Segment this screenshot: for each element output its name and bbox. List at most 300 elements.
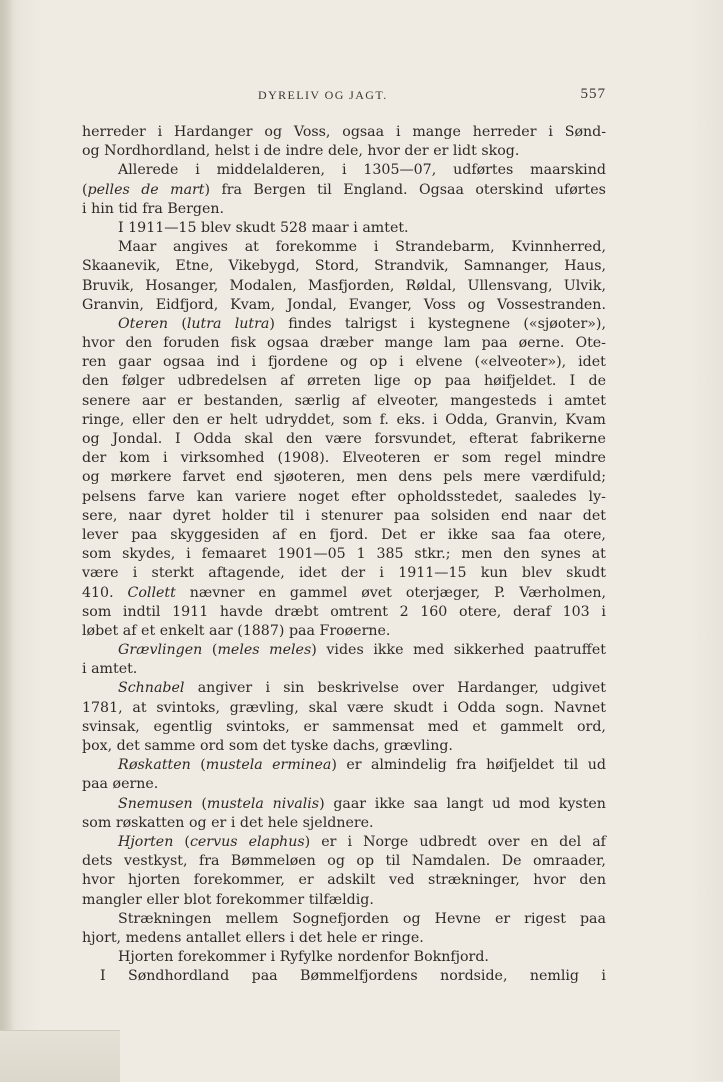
word: ogsaa bbox=[342, 124, 385, 140]
word: oterjæger, bbox=[405, 584, 481, 601]
word: Snemusen bbox=[118, 795, 193, 812]
word: paa bbox=[82, 776, 108, 793]
text-line bbox=[82, 737, 606, 756]
word: er bbox=[419, 526, 435, 543]
word: elveoter, bbox=[377, 392, 439, 409]
word: indre bbox=[285, 143, 324, 160]
word: gaar bbox=[118, 354, 152, 371]
word: (1887) bbox=[237, 622, 285, 639]
word: Ulvik, bbox=[563, 277, 606, 294]
word: Bømmelfjordens bbox=[300, 968, 418, 985]
word: erminea) bbox=[272, 757, 337, 774]
word: hele bbox=[267, 814, 299, 831]
word: i bbox=[433, 411, 438, 428]
word: det bbox=[298, 929, 323, 946]
text-line bbox=[82, 814, 606, 833]
word: hvor bbox=[82, 872, 115, 889]
word: virksomhed bbox=[180, 450, 265, 467]
word: kystegnene bbox=[427, 315, 511, 332]
word: fjord. bbox=[329, 526, 369, 543]
word: otere, bbox=[563, 526, 606, 543]
word: være bbox=[82, 565, 119, 582]
library-stamp-area bbox=[0, 1030, 120, 1082]
running-head: DYRELIV OG JAGT. bbox=[258, 88, 388, 102]
word: kysten bbox=[558, 795, 606, 812]
word: f. bbox=[379, 411, 389, 428]
word: skog. bbox=[481, 143, 520, 160]
word: faa bbox=[528, 526, 551, 543]
word: forekomme bbox=[275, 239, 358, 256]
word: adskilt bbox=[327, 872, 376, 889]
word: Skaanevik, bbox=[82, 258, 161, 275]
word: tid bbox=[118, 200, 138, 217]
word: svinsak, bbox=[82, 718, 140, 735]
word: (pelles bbox=[82, 181, 130, 198]
word: at bbox=[132, 699, 147, 716]
word: Odda, bbox=[445, 411, 489, 428]
word: og bbox=[82, 431, 100, 447]
word: den bbox=[503, 546, 530, 563]
word: Hevne bbox=[434, 910, 481, 927]
word: sin bbox=[283, 680, 305, 697]
text-line bbox=[82, 200, 606, 219]
word: Strandvik, bbox=[374, 258, 449, 275]
word: som bbox=[228, 738, 259, 754]
word: mange bbox=[384, 335, 433, 352]
word: ikke bbox=[447, 526, 479, 543]
word: ord bbox=[199, 738, 225, 754]
word: Hjorten bbox=[118, 949, 174, 966]
word: havde bbox=[219, 603, 263, 620]
text-line bbox=[82, 852, 606, 871]
word: et bbox=[472, 718, 487, 735]
word: rigest bbox=[524, 910, 566, 927]
word: være bbox=[347, 699, 384, 716]
word: I bbox=[118, 219, 124, 236]
word: (mustela bbox=[201, 795, 264, 812]
word: af bbox=[272, 526, 286, 543]
word: Det bbox=[381, 526, 407, 543]
word: dele, bbox=[327, 143, 363, 160]
text-line bbox=[82, 488, 606, 507]
body-text bbox=[82, 123, 606, 986]
word: i bbox=[82, 200, 87, 217]
text-line bbox=[82, 449, 606, 468]
word: Jondal. bbox=[112, 431, 163, 447]
word: mangler bbox=[82, 891, 142, 908]
word: op bbox=[413, 373, 432, 390]
word: udgivet bbox=[552, 680, 606, 697]
word: til bbox=[279, 507, 295, 524]
word: røskatten bbox=[115, 814, 185, 831]
word: 528 bbox=[279, 219, 308, 236]
word: blot bbox=[183, 891, 212, 908]
word: aar bbox=[208, 622, 233, 639]
text-line bbox=[82, 296, 606, 315]
word: i bbox=[157, 124, 163, 140]
word: sere, bbox=[82, 507, 118, 524]
word: Granvin, bbox=[495, 411, 558, 428]
word: svintoks, bbox=[156, 699, 220, 716]
word: Stord, bbox=[314, 258, 360, 275]
word: med bbox=[413, 642, 445, 659]
word: Strækningen bbox=[118, 910, 212, 927]
word: maarskind bbox=[530, 162, 606, 179]
word: uførtes bbox=[554, 181, 606, 198]
word: den bbox=[285, 431, 313, 447]
text-line bbox=[82, 161, 606, 180]
word: Sognefjorden bbox=[292, 910, 389, 927]
word: ogsaa bbox=[267, 335, 309, 352]
word: i bbox=[132, 565, 138, 582]
word: i bbox=[548, 124, 553, 140]
word: variere bbox=[235, 488, 287, 505]
word: hvor bbox=[367, 143, 400, 160]
word: fisk bbox=[230, 335, 256, 352]
word: i bbox=[195, 162, 200, 179]
word: elaphus) bbox=[248, 833, 311, 850]
word: i bbox=[601, 968, 606, 985]
word: Ote- bbox=[575, 335, 606, 352]
word: det bbox=[116, 738, 140, 754]
word: idet bbox=[298, 565, 327, 582]
word: den bbox=[82, 373, 109, 390]
word: lige bbox=[374, 373, 401, 390]
word: og bbox=[82, 143, 100, 160]
word: i bbox=[373, 239, 379, 256]
word: aftagende, bbox=[208, 565, 285, 582]
word: løbet bbox=[82, 622, 119, 639]
word: som bbox=[82, 603, 112, 620]
word: kom bbox=[119, 450, 150, 467]
word: sterkt bbox=[151, 565, 195, 582]
word: det bbox=[582, 507, 606, 524]
word: Elveoteren bbox=[342, 450, 421, 467]
word: (meles bbox=[211, 642, 260, 659]
word: fabrikerne bbox=[530, 431, 606, 447]
word: som bbox=[342, 411, 372, 428]
text-line bbox=[82, 584, 606, 603]
word: fra bbox=[142, 200, 163, 217]
word: med bbox=[427, 718, 459, 735]
word: Allerede bbox=[118, 162, 179, 179]
word: være bbox=[325, 431, 362, 447]
word: af bbox=[351, 392, 366, 409]
word: lever bbox=[82, 526, 119, 543]
text-line bbox=[82, 833, 606, 852]
word: er bbox=[206, 411, 222, 428]
word: paatruffet bbox=[534, 642, 606, 659]
word: et bbox=[141, 622, 156, 639]
word: nordenfor bbox=[337, 949, 410, 966]
word: særlig bbox=[294, 392, 341, 409]
word: i bbox=[186, 546, 191, 563]
word: (1908). bbox=[277, 450, 330, 467]
word: Voss, bbox=[293, 124, 331, 140]
word: 410. bbox=[82, 584, 114, 601]
word: blev bbox=[201, 219, 232, 236]
word: sjøoteren, bbox=[273, 469, 346, 486]
text-line bbox=[82, 718, 606, 737]
text-line bbox=[82, 353, 606, 372]
word: elvene bbox=[415, 354, 463, 371]
word: Norge bbox=[363, 833, 409, 850]
word: gammel bbox=[289, 584, 348, 601]
word: i bbox=[353, 219, 358, 236]
word: saaledes bbox=[514, 488, 577, 505]
word: 385 bbox=[376, 546, 404, 563]
word: som bbox=[461, 450, 492, 467]
word: saa bbox=[491, 526, 516, 543]
text-line bbox=[82, 871, 606, 890]
word: Vikebygd, bbox=[228, 258, 300, 275]
word: mange bbox=[412, 124, 461, 140]
word: forsvundet, bbox=[374, 431, 457, 447]
word: fra bbox=[198, 853, 220, 870]
word: helst bbox=[214, 143, 250, 160]
word: 103 bbox=[562, 603, 590, 620]
text-line bbox=[82, 142, 606, 161]
word: hjorten bbox=[128, 872, 181, 889]
word: maar bbox=[311, 219, 349, 236]
word: paa bbox=[481, 335, 508, 352]
word: udførtes bbox=[453, 162, 514, 179]
word: ord, bbox=[577, 718, 606, 735]
word: Hjorten bbox=[118, 833, 174, 850]
word: dachs, bbox=[332, 738, 380, 754]
text-line bbox=[82, 219, 606, 238]
word: synes bbox=[540, 546, 581, 563]
text-line bbox=[82, 334, 606, 353]
word: til bbox=[317, 181, 332, 198]
word: (lutra bbox=[181, 315, 222, 332]
word: i bbox=[601, 603, 606, 620]
word: og bbox=[264, 124, 283, 140]
text-line bbox=[82, 411, 606, 430]
word: de bbox=[263, 143, 281, 160]
word: Schnabel bbox=[118, 680, 185, 697]
word: Odda bbox=[457, 699, 496, 716]
word: skal bbox=[244, 431, 274, 447]
word: i bbox=[251, 354, 257, 371]
word: lam bbox=[444, 335, 471, 352]
word: blev bbox=[521, 565, 552, 582]
word: dræbt bbox=[274, 603, 319, 620]
text-line bbox=[82, 238, 606, 257]
word: øvet bbox=[361, 584, 392, 601]
word: som bbox=[82, 546, 112, 563]
word: Masfjorden, bbox=[307, 277, 395, 294]
word: ind bbox=[216, 354, 240, 371]
text-line bbox=[82, 277, 606, 296]
word: er bbox=[346, 757, 362, 774]
word: en bbox=[258, 584, 276, 601]
word: Kvinnherred, bbox=[511, 239, 606, 256]
text-line bbox=[82, 257, 606, 276]
text-line bbox=[82, 392, 606, 411]
word: angiver bbox=[197, 680, 253, 697]
word: («sjøoter»), bbox=[523, 315, 606, 332]
word: paa bbox=[444, 373, 471, 390]
word: paa bbox=[579, 910, 606, 927]
word: af bbox=[122, 622, 137, 639]
word: herreder bbox=[82, 124, 146, 140]
word: Evanger, bbox=[348, 296, 412, 313]
word: i bbox=[270, 949, 276, 966]
word: grævling. bbox=[383, 738, 453, 754]
word: og bbox=[327, 853, 345, 870]
word: deraf bbox=[512, 603, 551, 620]
page-number: 557 bbox=[580, 86, 606, 102]
word: der bbox=[340, 565, 366, 582]
word: øerne. bbox=[518, 335, 565, 352]
word: Hosanger, bbox=[145, 277, 219, 294]
word: ikke bbox=[374, 795, 405, 812]
word: tilfældig. bbox=[308, 891, 374, 908]
word: at bbox=[591, 546, 606, 563]
word: herreder bbox=[472, 124, 537, 140]
text-line bbox=[82, 564, 606, 583]
word: 1911—15 bbox=[128, 219, 197, 236]
word: og bbox=[82, 469, 100, 486]
word: farve bbox=[148, 488, 185, 505]
word: i bbox=[254, 143, 259, 160]
word: tyske bbox=[290, 738, 329, 754]
word: nemlig bbox=[529, 968, 580, 985]
word: i bbox=[82, 661, 87, 678]
page-header bbox=[80, 86, 606, 106]
text-line bbox=[82, 430, 606, 449]
word: Kvam, bbox=[230, 296, 276, 313]
text-line bbox=[82, 622, 606, 641]
word: langt bbox=[446, 795, 484, 812]
word: Voss bbox=[423, 296, 456, 313]
word: medens bbox=[125, 929, 182, 946]
word: Sønd- bbox=[564, 124, 606, 140]
word: naar bbox=[128, 507, 162, 524]
word: Hardanger bbox=[174, 124, 253, 140]
word: ud bbox=[587, 757, 606, 774]
word: antallet bbox=[185, 929, 241, 946]
word: er bbox=[321, 833, 337, 850]
word: Jondal, bbox=[286, 296, 337, 313]
word: Røskatten bbox=[118, 757, 191, 774]
word: talrigst bbox=[344, 315, 397, 332]
word: hele bbox=[326, 929, 358, 946]
word: opholdsstedet, bbox=[397, 488, 503, 505]
word: 2 bbox=[399, 603, 409, 620]
word: þox, bbox=[82, 738, 113, 754]
text-line bbox=[82, 967, 606, 986]
word: Granvin, bbox=[82, 296, 144, 313]
word: en bbox=[530, 833, 549, 850]
word: og bbox=[339, 354, 358, 371]
word: gaar bbox=[333, 795, 367, 812]
word: i bbox=[265, 680, 270, 697]
word: Collett bbox=[127, 584, 176, 601]
page-gutter-shadow bbox=[0, 0, 14, 1081]
word: paa bbox=[131, 526, 158, 543]
text-line bbox=[82, 910, 606, 929]
word: egentlig bbox=[153, 718, 213, 735]
word: at bbox=[244, 239, 259, 256]
word: helt bbox=[229, 411, 258, 428]
word: op bbox=[356, 853, 375, 870]
word: paa bbox=[288, 622, 315, 639]
word: kun bbox=[480, 565, 508, 582]
word: Navnet bbox=[553, 699, 606, 716]
word: den bbox=[172, 411, 200, 428]
word: Haus, bbox=[564, 258, 606, 275]
word: (mustela bbox=[200, 757, 263, 774]
word: forekommer bbox=[215, 891, 305, 908]
word: beskrivelse bbox=[317, 680, 399, 697]
word: Odda bbox=[193, 431, 232, 447]
word: stenurer bbox=[321, 507, 383, 524]
word: i bbox=[379, 565, 384, 582]
word: dræber bbox=[319, 335, 374, 352]
word: I bbox=[100, 968, 106, 985]
word: mod bbox=[519, 795, 551, 812]
word: Etne, bbox=[175, 258, 214, 275]
text-line bbox=[82, 679, 606, 698]
word: Modalen, bbox=[229, 277, 297, 294]
word: lidt bbox=[452, 143, 477, 160]
word: op bbox=[369, 354, 388, 371]
word: noget bbox=[298, 488, 340, 505]
word: Ogsaa bbox=[419, 181, 464, 198]
word: Røldal, bbox=[405, 277, 457, 294]
word: skudt bbox=[235, 219, 276, 236]
word: sammensat bbox=[332, 718, 414, 735]
word: Oteren bbox=[118, 315, 169, 332]
word: P. bbox=[494, 584, 506, 601]
word: der bbox=[404, 143, 429, 160]
word: af bbox=[592, 833, 606, 850]
word: er bbox=[361, 929, 377, 946]
text-line bbox=[82, 372, 606, 391]
word: Bruvik, bbox=[82, 277, 135, 294]
word: Grævlingen bbox=[118, 642, 203, 659]
word: i bbox=[341, 162, 347, 179]
word: ørreten bbox=[307, 373, 361, 390]
word: De bbox=[501, 853, 522, 870]
word: almindelig bbox=[370, 757, 447, 774]
word: middelalderen, bbox=[216, 162, 326, 179]
word: i bbox=[230, 814, 236, 831]
word: 160 bbox=[420, 603, 448, 620]
word: enkelt bbox=[159, 622, 205, 639]
word: 1911 bbox=[172, 603, 209, 620]
word: nordside, bbox=[440, 968, 508, 985]
word: i bbox=[443, 699, 448, 716]
word: den bbox=[579, 872, 606, 889]
word: Bergen bbox=[253, 181, 306, 198]
word: dyret bbox=[172, 507, 211, 524]
word: mangesteds bbox=[450, 392, 537, 409]
word: I bbox=[569, 373, 576, 390]
word: angives bbox=[173, 239, 228, 256]
word: eller bbox=[132, 411, 165, 428]
word: («elveoter»), bbox=[474, 354, 567, 371]
word: senere bbox=[82, 392, 131, 409]
text-line bbox=[82, 468, 606, 487]
word: hvor bbox=[82, 335, 115, 352]
word: skyggesiden bbox=[170, 526, 260, 543]
word: omraader, bbox=[532, 853, 606, 870]
word: udryddet, bbox=[265, 411, 335, 428]
text-line bbox=[82, 526, 606, 545]
